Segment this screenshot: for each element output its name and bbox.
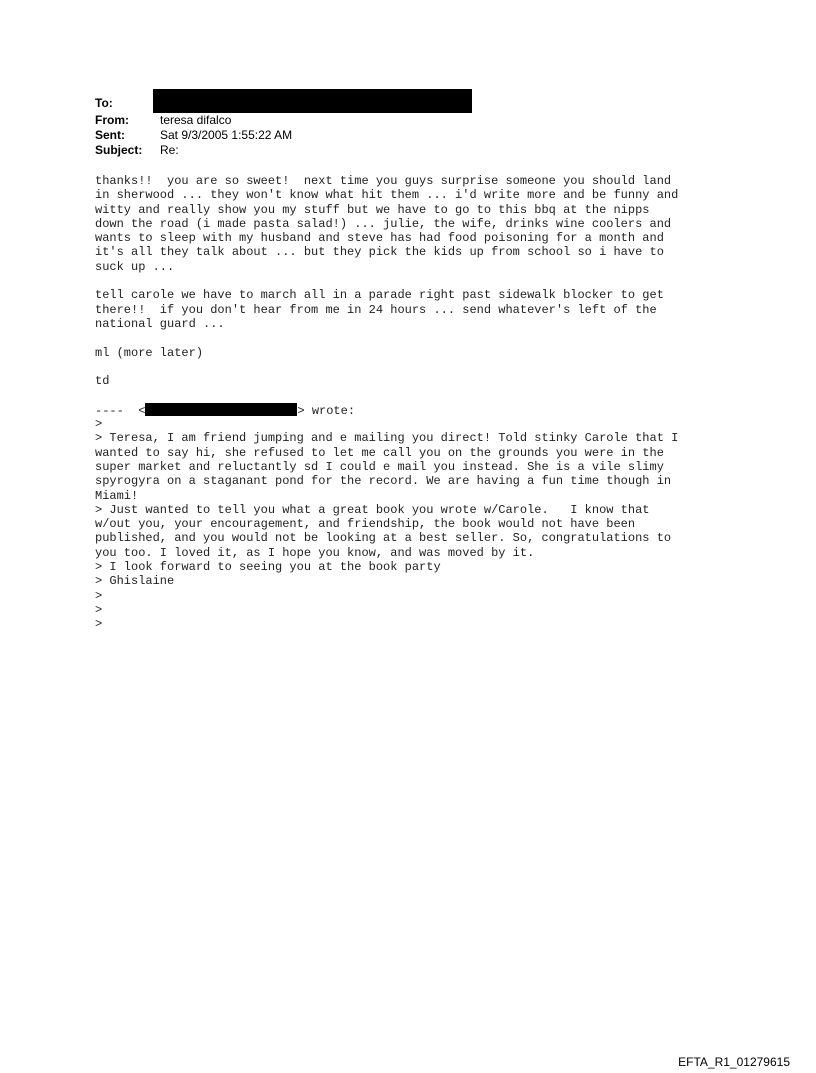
sent-label: Sent: (95, 128, 125, 142)
redacted-recipient (153, 89, 472, 113)
body-line: suck up ... (95, 259, 175, 274)
quoted-line: > Just wanted to tell you what a great book you wrote w/Carole. I know that (95, 502, 650, 517)
from-label: From: (95, 113, 129, 127)
quoted-line: published, and you would not be looking at a best seller. So, congratulations to (95, 531, 672, 546)
body-line: witty and really show you my stuff but we have to go to this bbq at the nipps (95, 202, 650, 217)
email-body (95, 174, 785, 632)
quoted-line: > Teresa, I am friend jumping and e mailing you direct! Told stinky Carole that I (95, 431, 679, 446)
blank-line (95, 274, 785, 288)
body-line: it's all they talk about ... but they pick the kids up from school so i have to (95, 245, 664, 260)
quoted-line: > (95, 588, 103, 603)
body-line: national guard ... (95, 316, 225, 331)
quoted-line: > (95, 617, 103, 632)
quoted-line: wanted to say hi, she refused to let me call you on the grounds you were in the (95, 445, 664, 460)
quote-intro-suffix: > wrote: (297, 403, 356, 418)
body-line: thanks!! you are so sweet! next time you guys surprise someone you should land (95, 174, 672, 188)
body-line: there!! if you don't hear from me in 24 hours ... send whatever's left of the (95, 302, 657, 317)
quoted-line: super market and reluctantly sd I could e mail you instead. She is a vile slimy (95, 459, 664, 474)
body-line: tell carole we have to march all in a parade right past sidewalk blocker to get (95, 288, 664, 303)
quoted-line: > (95, 417, 103, 432)
sent-value: Sat 9/3/2005 1:55:22 AM (160, 128, 293, 142)
quote-intro-line (95, 403, 785, 417)
body-line: down the road (i made pasta salad!) ... julie, the wife, drinks wine coolers and (95, 216, 672, 231)
blank-line (95, 360, 785, 374)
blank-line (95, 331, 785, 345)
quoted-line: w/out you, your encouragement, and friendship, the book would not have been (95, 517, 636, 532)
blank-line (95, 388, 785, 402)
quoted-line: > (95, 602, 103, 617)
body-line: in sherwood ... they won't know what hit them ... i'd write more and be funny and (95, 188, 679, 203)
ml-line: ml (more later) (95, 345, 204, 360)
redacted-sender-email (145, 403, 297, 416)
quoted-line: > I look forward to seeing you at the book party (95, 560, 441, 575)
quoted-line: spyrogyra on a staganant pond for the record. We are having a fun time though in (95, 474, 672, 489)
subject-value: Re: (160, 143, 179, 157)
subject-label: Subject: (95, 143, 143, 157)
quoted-line: Miami! (95, 488, 139, 503)
quote-intro-prefix: ---- < (95, 403, 146, 418)
quoted-line: you too. I loved it, as I hope you know, and was moved by it. (95, 545, 535, 560)
from-value: teresa difalco (160, 113, 232, 127)
to-label: To: (95, 96, 113, 110)
document-id: EFTA_R1_01279615 (678, 1055, 790, 1069)
td-line: td (95, 374, 110, 389)
body-line: wants to sleep with my husband and steve has had food poisoning for a month and (95, 231, 664, 246)
quoted-line: > Ghislaine (95, 574, 175, 589)
